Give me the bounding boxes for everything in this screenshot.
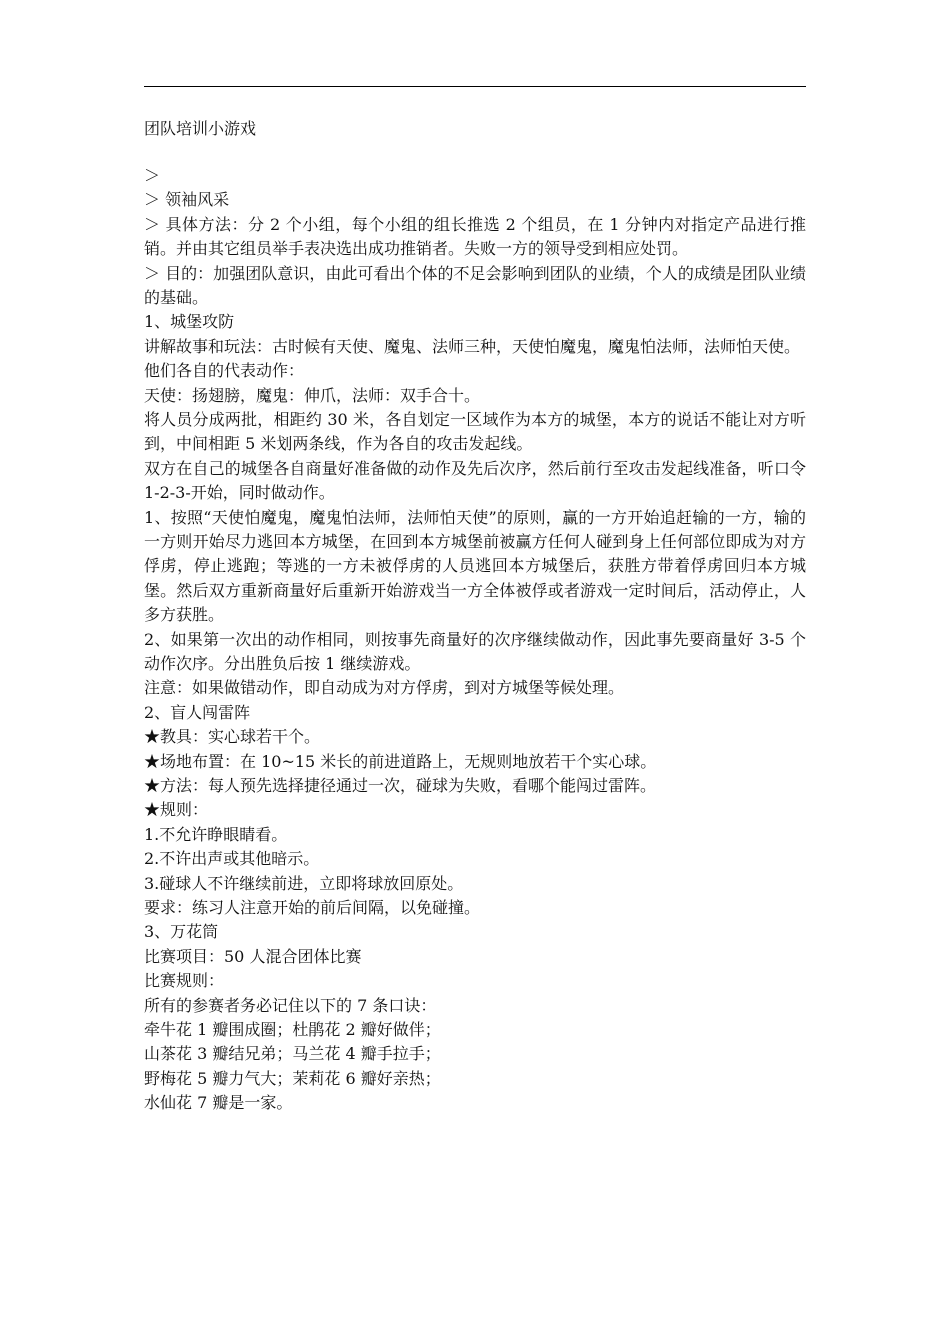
paragraph-rule-1: 1、按照“天使怕魔鬼，魔鬼怕法师，法师怕天使”的原则，赢的一方开始追赶输的一方，输的一方则开始尽力逃回本方城堡，在回到本方城堡前被赢方任何人碰到身上任何部位即成为对方俘虏，停止逃跑；等逃的一方未被俘虏的人员逃回本方城堡后，获胜方带着俘虏回归本方城堡。然后双方重新商量好后重新开始游戏当一方全体被俘或者游戏一定时间后，活动停止，人多方获胜。 bbox=[144, 507, 806, 625]
text-line: ★方法：每人预先选择捷径通过一次，碰球为失败，看哪个能闯过雷阵。 bbox=[144, 776, 657, 796]
paragraph-method: ＞ 具体方法：分 2 个小组，每个小组的组长推选 2 个组员，在 1 分钟内对指定产品进行推销。并由其它组员举手表决选出成功推销者。失败一方的领导受到相应处罚。 bbox=[144, 214, 806, 259]
text-line: 天使：扬翅膀，魔鬼：伸爪，法师：双手合十。 bbox=[144, 385, 481, 405]
document-body bbox=[144, 164, 806, 1115]
paragraph-rule-2: 2、如果第一次出的动作相同，则按事先商量好的次序继续做动作，因此事先要商量好 3-5 个动作次序。分出胜负后按 1 继续游戏。 bbox=[144, 629, 806, 674]
text-line: 比赛项目：50 人混合团体比赛 bbox=[144, 946, 362, 966]
rhyme-line: 山茶花 3 瓣结兄弟；马兰花 4 瓣手拉手； bbox=[144, 1044, 441, 1064]
paragraph-story: 讲解故事和玩法：古时候有天使、魔鬼、法师三种，天使怕魔鬼，魔鬼怕法师，法师怕天使。 bbox=[144, 336, 801, 356]
text-line: 比赛规则： bbox=[144, 971, 225, 991]
text-line: 注意：如果做错动作，即自动成为对方俘虏，到对方城堡等候处理。 bbox=[144, 678, 625, 698]
rhyme-line: 牵牛花 1 瓣围成圈；杜鹃花 2 瓣好做伴； bbox=[144, 1019, 441, 1039]
rhyme-line: 野梅花 5 瓣力气大；茉莉花 6 瓣好亲热； bbox=[144, 1068, 441, 1088]
text-line: 所有的参赛者务必记住以下的 7 条口诀： bbox=[144, 995, 437, 1015]
arrow-line: ＞ bbox=[144, 166, 161, 185]
text-line: ★规则： bbox=[144, 800, 209, 820]
list-item: 1.不允许睁眼睛看。 bbox=[144, 824, 288, 844]
section-heading-minefield: 2、盲人闯雷阵 bbox=[144, 702, 251, 722]
text-line: 要求：练习人注意开始的前后间隔，以免碰撞。 bbox=[144, 897, 481, 917]
paragraph-prepare: 双方在自己的城堡各自商量好准备做的动作及先后次序，然后前行至攻击发起线准备，听口令 1-2-3-开始，同时做动作。 bbox=[144, 458, 806, 503]
text-line: ★教具：实心球若干个。 bbox=[144, 727, 321, 747]
paragraph-purpose: ＞ 目的：加强团队意识，由此可看出个体的不足会影响到团队的业绩，个人的成绩是团队业绩的基础。 bbox=[144, 263, 806, 307]
section-heading-leadership: ＞ 领袖风采 bbox=[144, 190, 230, 210]
section-heading-castle: 1、城堡攻防 bbox=[144, 312, 235, 332]
document-title: 团队培训小游戏 bbox=[144, 119, 257, 138]
header-rule bbox=[144, 86, 806, 87]
paragraph-split: 将人员分成两批，相距约 30 米，各自划定一区域作为本方的城堡，本方的说话不能让对方听到，中间相距 5 米划两条线，作为各自的攻击发起线。 bbox=[144, 409, 806, 454]
rhyme-line: 水仙花 7 瓣是一家。 bbox=[144, 1093, 293, 1113]
list-item: 2.不许出声或其他暗示。 bbox=[144, 849, 320, 869]
text-line: ★场地布置：在 10~15 米长的前进道路上，无规则地放若干个实心球。 bbox=[144, 751, 657, 771]
section-heading-kaleidoscope: 3、万花筒 bbox=[144, 922, 219, 942]
text-line: 他们各自的代表动作： bbox=[144, 361, 305, 381]
list-item: 3.碰球人不许继续前进，立即将球放回原处。 bbox=[144, 873, 464, 893]
